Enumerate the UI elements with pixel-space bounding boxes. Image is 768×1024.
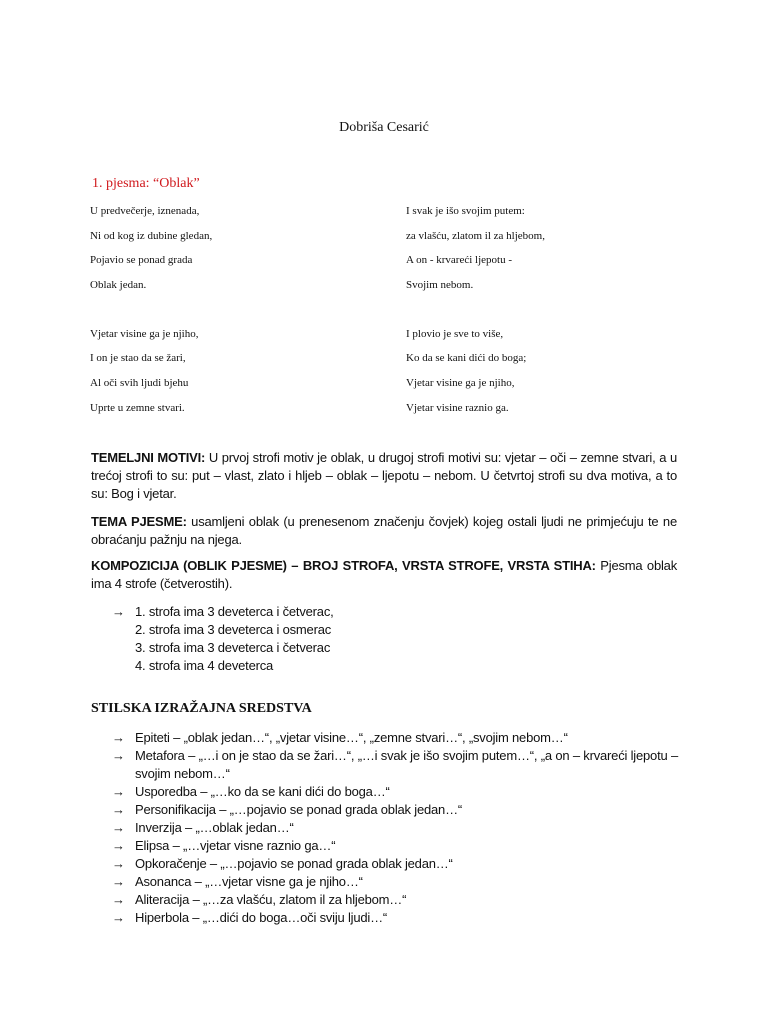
stilska-list (112, 729, 678, 927)
verse-line: Svojim nebom. (406, 279, 474, 291)
kompozicija-paragraph (91, 557, 677, 593)
verse-line: Ni od kog iz dubine gledan, (90, 230, 213, 242)
list-item-text: Elipsa – „…vjetar visne raznio ga…“ (135, 838, 336, 853)
list-item (112, 873, 678, 891)
arrow-icon: → (112, 874, 125, 889)
kompozicija-text: Pjesma oblak ima 4 strofe (četverostih). (91, 558, 677, 591)
verse-line: U predvečerje, iznenada, (90, 205, 200, 217)
stanza-1 (90, 205, 212, 304)
list-item-text: Epiteti – „oblak jedan…“, „vjetar visine…“, „zemne stvari…“, „svojim nebom…“ (135, 730, 568, 745)
list-item (112, 729, 678, 747)
verse-line: Oblak jedan. (90, 279, 147, 291)
stilska-heading: STILSKA IZRAŽAJNA SREDSTVA (91, 701, 312, 716)
tema-paragraph (91, 513, 677, 549)
verse-line: za vlašću, zlatom il za hljebom, (406, 230, 545, 242)
verse-line: I plovio je sve to više, (406, 328, 504, 340)
stanza-2 (406, 205, 545, 304)
list-item (112, 837, 678, 855)
verse-line: Vjetar visine ga je njiho, (406, 377, 515, 389)
kompozicija-list (112, 603, 678, 675)
verse-line: Pojavio se ponad grada (90, 254, 193, 266)
list-item-text: Personifikacija – „…pojavio se ponad grada oblak jedan…“ (135, 802, 462, 817)
verse-line: A on - krvareći ljepotu - (406, 254, 512, 266)
arrow-icon: → (112, 838, 125, 853)
arrow-icon: → (112, 730, 125, 745)
stanza-3 (90, 328, 198, 427)
arrow-icon: → (112, 802, 125, 817)
poem-title: 1. pjesma: “Oblak” (92, 176, 200, 191)
list-item-text: 3. strofa ima 3 deveterca i četverac (135, 640, 331, 655)
verse-line: I svak je išo svojim putem: (406, 205, 525, 217)
stanza-4 (406, 328, 526, 427)
list-item (112, 783, 678, 801)
list-item-text: Hiperbola – „…dići do boga…oči sviju ljudi…“ (135, 910, 388, 925)
verse-line: I on je stao da se žari, (90, 352, 186, 364)
list-item-text: 4. strofa ima 4 deveterca (135, 658, 274, 673)
motivi-label: TEMELJNI MOTIVI: (91, 450, 206, 465)
motivi-paragraph (91, 449, 677, 503)
verse-line: Ko da se kani dići do boga; (406, 352, 527, 364)
list-item-text: Usporedba – „…ko da se kani dići do boga…“ (135, 784, 390, 799)
verse-line: Al oči svih ljudi bjehu (90, 377, 189, 389)
tema-text: usamljeni oblak (u prenesenom značenju čovjek) kojeg ostali ljudi ne primjećuju te ne obraćanju pažnju na njega. (91, 514, 677, 547)
arrow-icon: → (112, 910, 125, 925)
verse-line: Vjetar visine raznio ga. (406, 402, 509, 414)
list-item (112, 909, 678, 927)
arrow-icon: → (112, 892, 125, 907)
list-item (112, 747, 678, 783)
list-item (112, 801, 678, 819)
list-item-text: 1. strofa ima 3 deveterca i četverac, (135, 604, 334, 619)
list-item (112, 603, 678, 621)
arrow-icon: → (112, 856, 125, 871)
author-title: Dobriša Cesarić (339, 120, 429, 135)
list-item-text: Opkoračenje – „…pojavio se ponad grada oblak jedan…“ (135, 856, 453, 871)
tema-label: TEMA PJESME: (91, 514, 187, 529)
arrow-icon: → (112, 820, 125, 835)
verse-line: Uprte u zemne stvari. (90, 402, 185, 414)
list-item (112, 891, 678, 909)
arrow-icon: → (112, 604, 125, 619)
kompozicija-label: KOMPOZICIJA (OBLIK PJESME) – BROJ STROFA, VRSTA STROFE, VRSTA STIHA: (91, 558, 596, 573)
list-item (112, 819, 678, 837)
list-item-text: Aliteracija – „…za vlašću, zlatom il za hljebom…“ (135, 892, 407, 907)
list-item-text: Asonanca – „…vjetar visne ga je njiho…“ (135, 874, 363, 889)
list-item (112, 855, 678, 873)
list-item-text: Inverzija – „…oblak jedan…“ (135, 820, 294, 835)
arrow-icon: → (112, 748, 125, 763)
list-item-text: 2. strofa ima 3 deveterca i osmerac (135, 622, 332, 637)
arrow-icon: → (112, 784, 125, 799)
verse-line: Vjetar visine ga je njiho, (90, 328, 199, 340)
list-item-text: Metafora – „…i on je stao da se žari…“, „…i svak je išo svojim putem…“, „a on – krvareći ljepotu – svojim nebom…“ (135, 748, 678, 781)
motivi-text: U prvoj strofi motiv je oblak, u drugoj strofi motivi su: vjetar – oči – zemne stvari, a u trećoj strofi to su: put – vlast, zlato i hljeb – oblak – ljepotu – nebom. U četvrtoj strofi su dva motiva, a to su: Bog i vjetar. (91, 450, 677, 501)
